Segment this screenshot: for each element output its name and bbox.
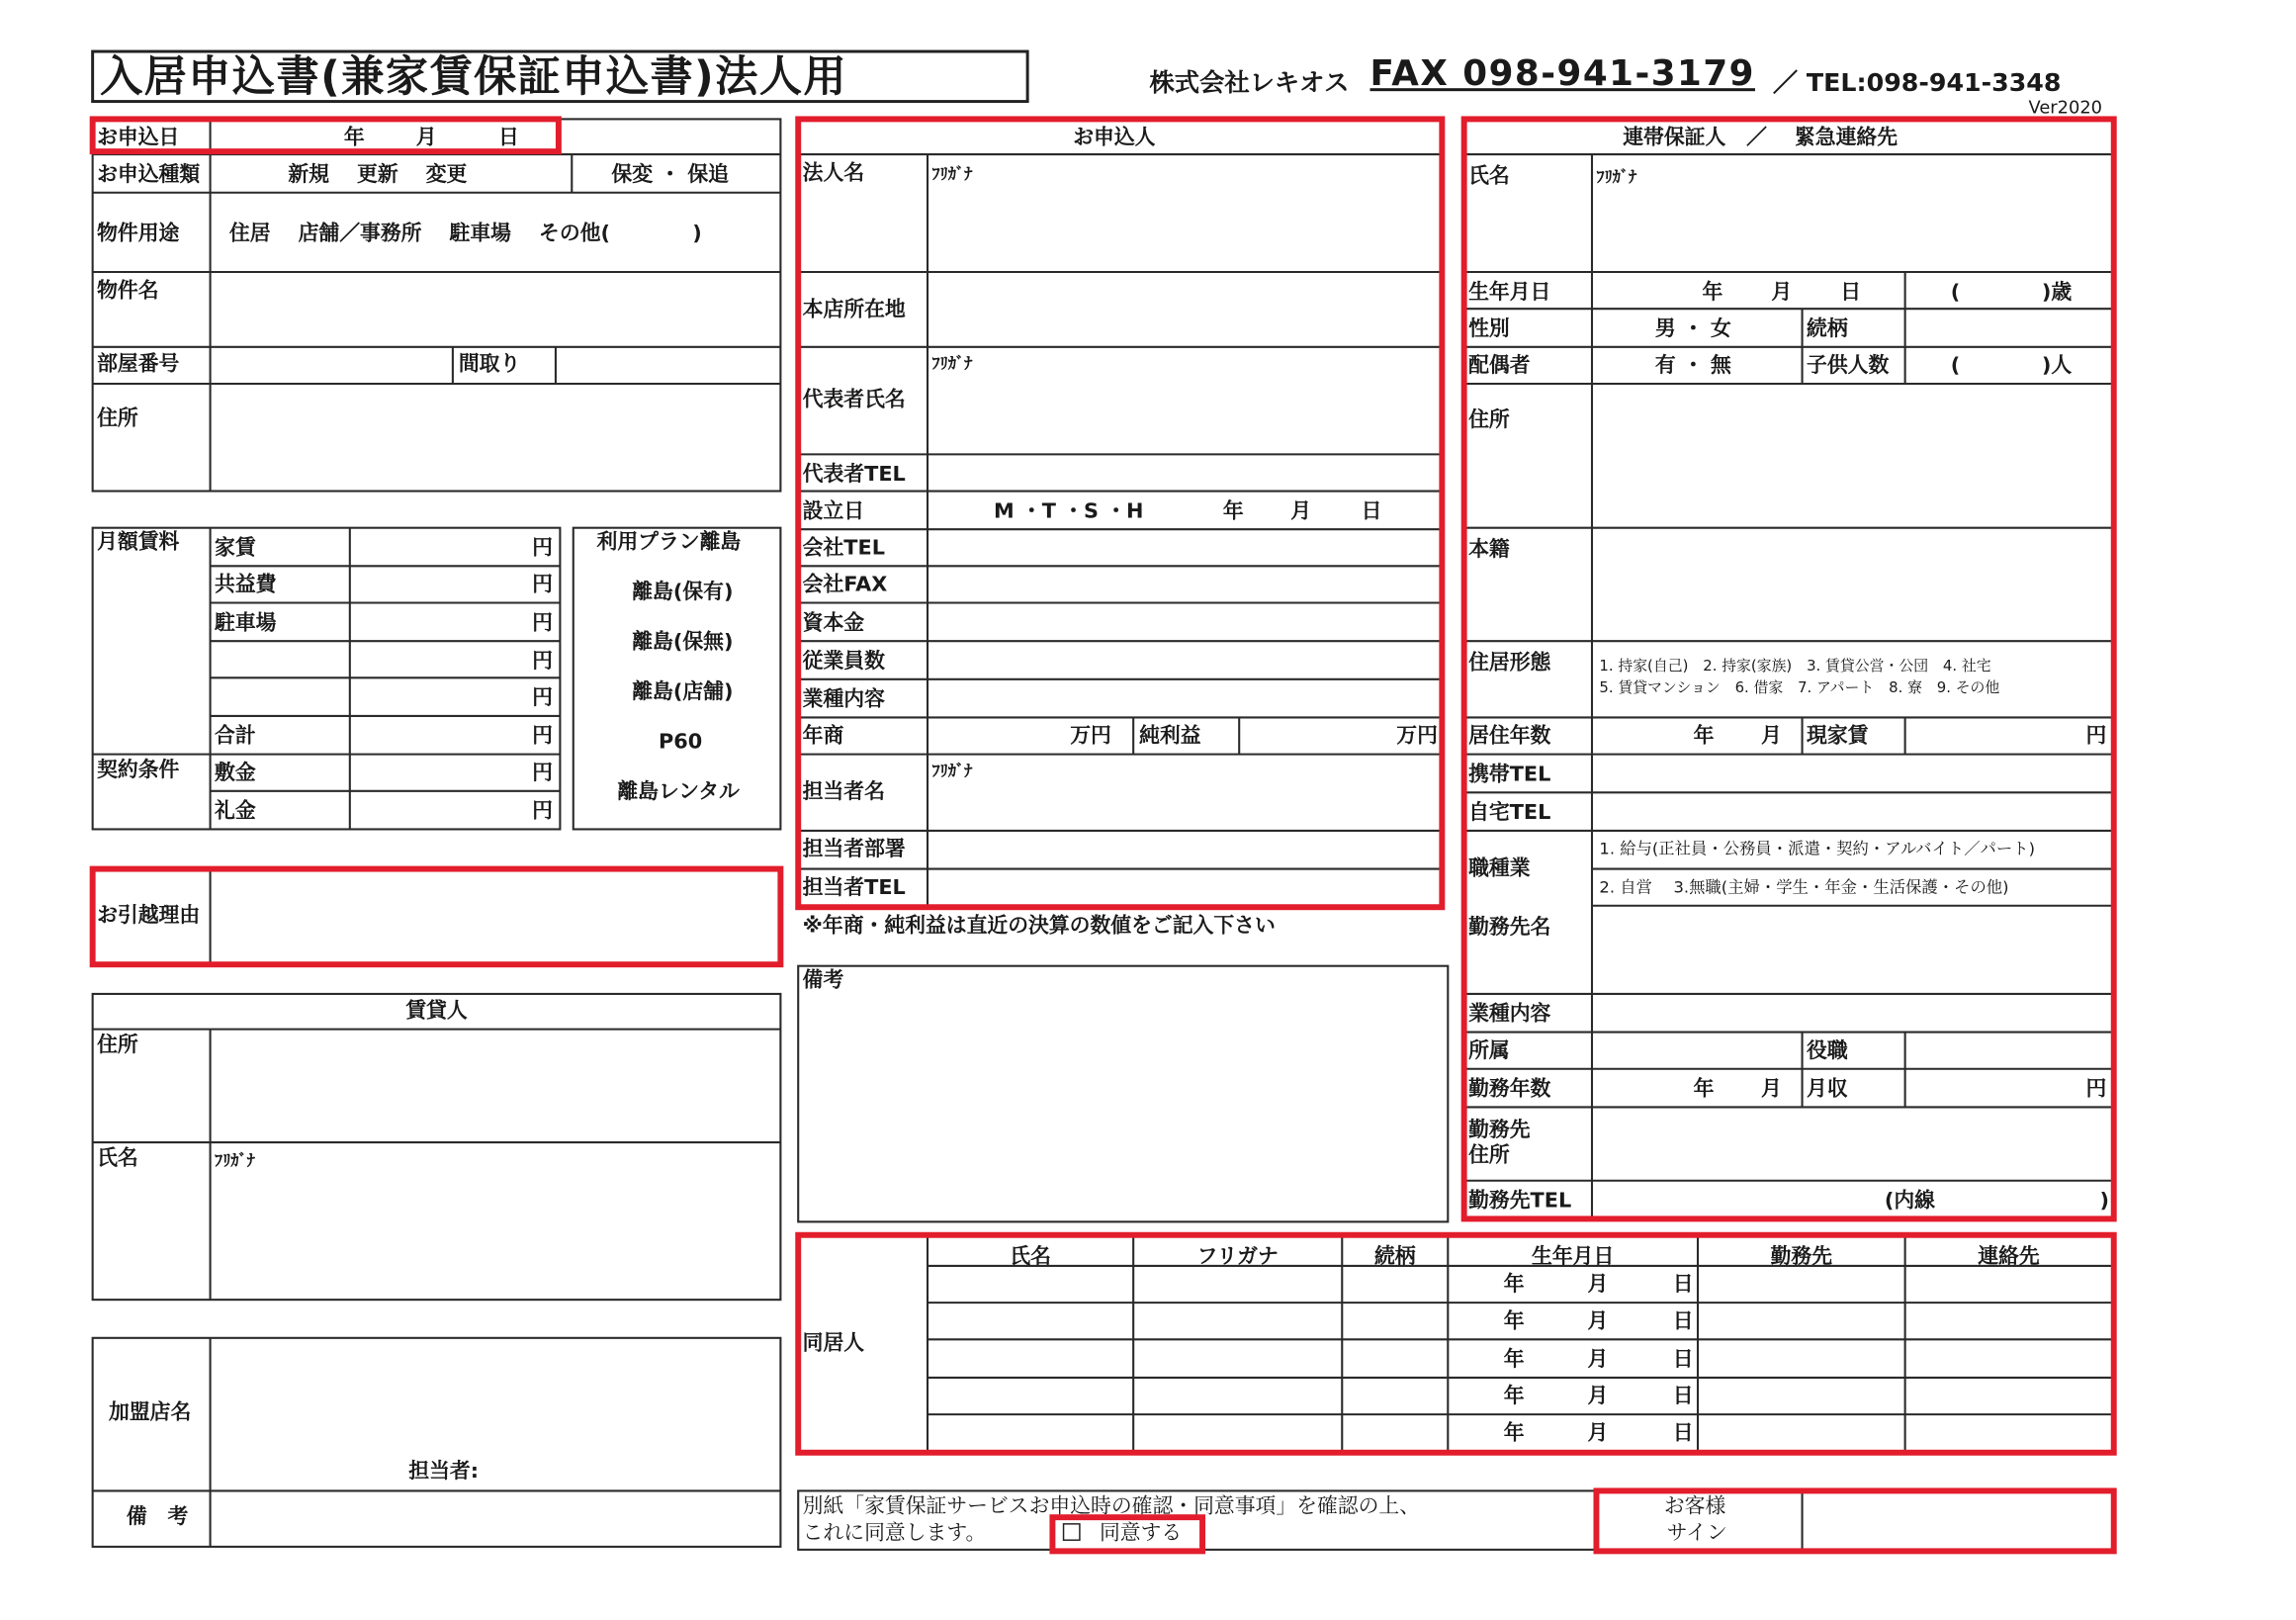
signature-highlight	[1593, 1487, 2116, 1554]
spouse-label: 配偶者	[1468, 354, 1531, 379]
residence-years-label: 居住年数	[1468, 724, 1551, 749]
residence-month-unit: 月	[1760, 724, 1782, 749]
extension-label: (内線 )	[1884, 1189, 2109, 1214]
rent-item: 家賃	[215, 536, 256, 561]
plan-label: 利用プラン離島	[596, 530, 742, 555]
date-day: 日	[497, 126, 519, 150]
franchise-label: 加盟店名	[109, 1400, 192, 1425]
yen-unit: 円	[532, 724, 553, 749]
application-date-label: お申込日	[97, 126, 180, 150]
domicile-label: 本籍	[1468, 538, 1510, 562]
guarantor-address-label: 住所	[1468, 408, 1510, 433]
property-use-label: 物件用途	[97, 222, 180, 246]
tel-number: ／ TEL:098-941-3348	[1772, 68, 2062, 99]
room-number-label: 部屋番号	[97, 352, 180, 377]
monthly-income-label: 月収	[1807, 1077, 1848, 1102]
cohabitant-col-header: 連絡先	[1978, 1245, 2040, 1269]
property-address-label: 住所	[97, 406, 138, 431]
residence-year-unit: 年	[1693, 724, 1715, 749]
gender-options[interactable]: 男 ・ 女	[1654, 317, 1731, 341]
applicant-highlight	[795, 116, 1445, 910]
work-business-label: 業種内容	[1468, 1002, 1551, 1027]
occupation-options-2[interactable]: 2. 自営 3.無職(主婦・学生・年金・生活保護・その他)	[1599, 877, 2009, 897]
capital-label: 資本金	[802, 611, 865, 636]
rep-tel-label: 代表者TEL	[802, 463, 906, 488]
yen-unit: 円	[532, 650, 553, 674]
plan-option[interactable]: P60	[658, 730, 703, 755]
cohabitant-col-header: 氏名	[1010, 1245, 1051, 1269]
company-fax-label: 会社FAX	[802, 573, 888, 597]
moving-reason-label: お引越理由	[97, 904, 201, 929]
era-options[interactable]: M ・T ・S ・H	[993, 499, 1144, 524]
occupation-label: 職種業	[1468, 856, 1531, 881]
rent-item: 礼金	[215, 799, 256, 824]
moving-reason-highlight	[90, 866, 784, 968]
consent-text-2: これに同意します。	[802, 1521, 987, 1546]
plan-option[interactable]: 離島(保有)	[632, 581, 734, 604]
yen-unit: 円	[2085, 1077, 2107, 1102]
birth-day: 日	[1840, 280, 1862, 305]
cohab-day: 日	[1672, 1309, 1694, 1334]
guarantor-highlight	[1461, 116, 2117, 1221]
property-name-label: 物件名	[97, 279, 159, 304]
sales-note: ※年商・純利益は直近の決算の数値をご記入下さい	[802, 914, 1276, 939]
cohabitants-label: 同居人	[802, 1331, 865, 1356]
home-tel-label: 自宅TEL	[1468, 801, 1551, 825]
company-tel-label: 会社TEL	[802, 536, 886, 561]
date-month: 月	[415, 126, 437, 150]
plan-option[interactable]: 離島(店舗)	[632, 680, 734, 705]
age-close: )歳	[2041, 280, 2073, 305]
cohab-year: 年	[1503, 1421, 1525, 1446]
cohab-month: 月	[1587, 1348, 1609, 1372]
yen-unit: 円	[532, 762, 553, 785]
landlord-box	[93, 994, 781, 1300]
landlord-address-label: 住所	[97, 1034, 138, 1057]
yen-unit: 円	[532, 799, 553, 824]
business-label: 業種内容	[802, 687, 885, 712]
consent-checkbox-label: 同意する	[1099, 1521, 1183, 1546]
franchise-box	[93, 1338, 781, 1547]
guarantor-furigana: ﾌﾘｶﾞﾅ	[1596, 167, 1637, 187]
relation-label: 続柄	[1807, 317, 1848, 341]
cohab-day: 日	[1672, 1421, 1694, 1446]
date-year: 年	[343, 126, 365, 150]
cohab-month: 月	[1587, 1385, 1609, 1409]
cohab-day: 日	[1672, 1348, 1694, 1372]
contact-tel-label: 担当者TEL	[802, 876, 906, 900]
cohab-year: 年	[1503, 1348, 1525, 1372]
rep-furigana: ﾌﾘｶﾞﾅ	[931, 354, 973, 374]
contact-dept-label: 担当者部署	[802, 838, 906, 862]
applicant-remarks-box	[798, 966, 1448, 1222]
corp-name-label: 法人名	[802, 161, 865, 186]
landlord-header: 賃貸人	[405, 999, 468, 1024]
franchise-remarks-label: 備 考	[126, 1505, 189, 1530]
form-title: 入居申込書(兼家賃保証申込書)法人用	[91, 50, 1028, 104]
position-label: 役職	[1807, 1039, 1848, 1063]
cohabitant-col-header: フリガナ	[1196, 1245, 1279, 1269]
floor-plan-label: 間取り	[458, 352, 521, 377]
cohab-day: 日	[1672, 1273, 1694, 1298]
cohab-month: 月	[1587, 1421, 1609, 1446]
consent-highlight	[1049, 1514, 1205, 1554]
age-open: (	[1950, 280, 1961, 305]
corp-furigana: ﾌﾘｶﾞﾅ	[931, 164, 973, 184]
rent-item: 駐車場	[215, 611, 277, 636]
children-close: )人	[2041, 354, 2073, 379]
plan-option[interactable]: 離島レンタル	[617, 780, 740, 805]
cohabitant-col-header: 続柄	[1373, 1245, 1416, 1269]
spouse-options[interactable]: 有 ・ 無	[1654, 354, 1731, 379]
work-years-label: 勤務年数	[1468, 1077, 1551, 1102]
housing-options-1[interactable]: 1. 持家(自己) 2. 持家(家族) 3. 賃貸公営・公団 4. 社宅	[1599, 658, 1991, 675]
birth-year: 年	[1702, 280, 1723, 305]
landlord-name-label: 氏名	[97, 1146, 138, 1171]
birth-month: 月	[1771, 280, 1793, 305]
work-month-unit: 月	[1760, 1077, 1782, 1102]
cohabitants-highlight	[795, 1232, 2116, 1456]
yen-unit: 円	[532, 686, 553, 711]
cohab-month: 月	[1587, 1273, 1609, 1298]
company-name: 株式会社レキオス	[1149, 68, 1350, 99]
cohabitant-col-header: 勤務先	[1770, 1245, 1833, 1269]
work-address-label-1: 勤務先	[1468, 1119, 1531, 1143]
rent-item: 敷金	[215, 762, 256, 785]
work-year-unit: 年	[1693, 1077, 1715, 1102]
profit-unit: 万円	[1396, 724, 1438, 749]
children-label: 子供人数	[1807, 354, 1890, 379]
sales-label: 年商	[802, 724, 844, 749]
yen-unit: 円	[532, 611, 553, 636]
work-tel-label: 勤務先TEL	[1468, 1189, 1572, 1214]
cohab-year: 年	[1503, 1385, 1525, 1409]
cohab-month: 月	[1587, 1309, 1609, 1334]
property-use-options[interactable]: 住居 店舗／事務所 駐車場 その他( )	[228, 222, 702, 246]
employees-label: 従業員数	[802, 650, 885, 674]
signature-label-2: サイン	[1666, 1521, 1727, 1546]
current-rent-label: 現家賃	[1807, 724, 1869, 749]
applicant-header: お申込人	[1073, 126, 1156, 150]
cohab-year: 年	[1503, 1273, 1525, 1298]
occupation-options-1[interactable]: 1. 給与(正社員・公務員・派遣・契約・アルバイト／パート)	[1599, 839, 2036, 859]
mobile-tel-label: 携帯TEL	[1468, 763, 1551, 787]
franchise-staff: 担当者:	[408, 1460, 480, 1484]
workplace-label: 勤務先名	[1468, 916, 1551, 940]
sales-unit: 万円	[1070, 724, 1111, 749]
consent-text-1: 別紙「家賃保証サービスお申込時の確認・同意事項」を確認の上、	[802, 1494, 1421, 1519]
monthly-rent-label: 月額賃料	[97, 530, 180, 555]
contact-furigana: ﾌﾘｶﾞﾅ	[931, 762, 973, 781]
yen-unit: 円	[532, 573, 553, 597]
version-label: Ver2020	[2028, 97, 2103, 118]
date-highlight	[90, 116, 562, 154]
landlord-furigana: ﾌﾘｶﾞﾅ	[215, 1151, 255, 1171]
application-type-options[interactable]: 新規 更新 変更	[288, 163, 468, 187]
gender-label: 性別	[1468, 317, 1510, 341]
cohabitant-col-header: 生年月日	[1532, 1245, 1615, 1269]
application-type-label: お申込種類	[97, 163, 201, 187]
rent-item: 合計	[215, 724, 256, 749]
guarantor-header: 連帯保証人 ／ 緊急連絡先	[1623, 126, 1899, 150]
guarantee-type-options[interactable]: 保変 ・ 保追	[611, 163, 729, 187]
cohab-day: 日	[1672, 1385, 1694, 1409]
fax-number: FAX 098-941-3179	[1369, 52, 1756, 95]
guarantor-name-label: 氏名	[1468, 164, 1510, 189]
rep-name-label: 代表者氏名	[802, 388, 906, 412]
housing-options-2[interactable]: 5. 賃貸マンション 6. 借家 7. アパート 8. 寮 9. その他	[1599, 680, 2000, 697]
rent-item: 共益費	[215, 573, 277, 597]
net-profit-label: 純利益	[1139, 724, 1201, 749]
plan-option[interactable]: 離島(保無)	[632, 630, 734, 655]
guarantor-birth-label: 生年月日	[1468, 280, 1551, 305]
housing-label: 住居形態	[1468, 651, 1551, 675]
established-month: 月	[1290, 499, 1312, 524]
signature-label-1: お客様	[1663, 1494, 1726, 1519]
work-address-label-2: 住所	[1468, 1143, 1510, 1168]
children-open: (	[1950, 354, 1961, 379]
hq-address-label: 本店所在地	[802, 298, 906, 322]
contact-name-label: 担当者名	[802, 780, 885, 805]
contract-terms-label: 契約条件	[97, 759, 180, 782]
established-day: 日	[1361, 499, 1382, 524]
cohab-year: 年	[1503, 1309, 1525, 1334]
yen-unit: 円	[2085, 724, 2107, 749]
established-label: 設立日	[802, 499, 865, 524]
yen-unit: 円	[532, 536, 553, 561]
established-year: 年	[1222, 499, 1244, 524]
dept-label: 所属	[1468, 1039, 1510, 1063]
applicant-remarks-label: 備考	[802, 968, 844, 993]
